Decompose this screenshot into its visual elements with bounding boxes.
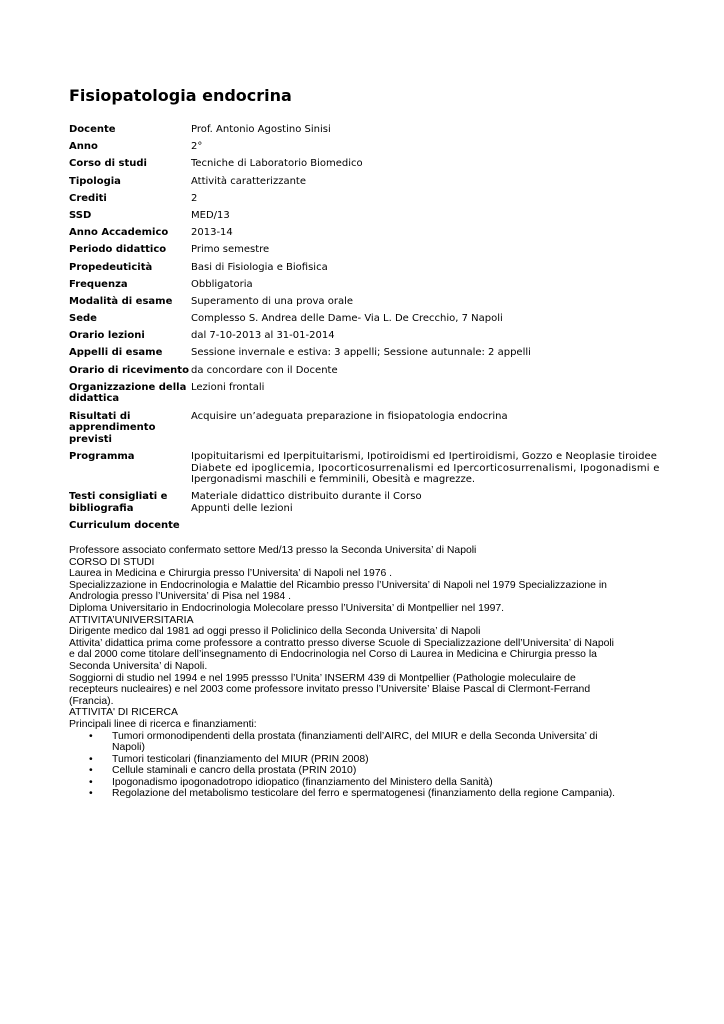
- research-line: Regolazione del metabolismo testicolare del ferro e spermatogenesi (finanziamento della regione Campania).: [112, 788, 616, 800]
- info-row-ssd: [69, 210, 661, 222]
- cv-line: Andrologia presso l’Universita’ di Pisa nel 1984 .: [69, 591, 291, 603]
- info-label: Propedeuticità: [69, 261, 153, 273]
- bullet-icon: •: [89, 765, 93, 777]
- research-line: Cellule staminali e cancro della prostata (PRIN 2010): [112, 765, 357, 777]
- info-label: [69, 382, 191, 405]
- info-label: Orario lezioni: [69, 330, 145, 342]
- info-row-programma: [69, 451, 661, 486]
- research-list-item: [69, 777, 661, 789]
- info-row-curriculum-docente: [69, 520, 661, 532]
- label-line: Risultati di: [69, 410, 131, 422]
- info-value: 2°: [191, 141, 203, 153]
- info-label: Periodo didattico: [69, 244, 167, 256]
- info-row-appelli-di-esame: [69, 347, 661, 359]
- programma-line: Diabete ed ipoglicemia, Ipocorticosurrenalismi ed Ipercorticosurrenalismi, Ipogonadismi e: [191, 462, 660, 474]
- bullet-icon: •: [89, 753, 93, 765]
- cv-line: Diploma Universitario in Endocrinologia Molecolare presso l’Universita’ di Montpellier nel 1997.: [69, 602, 505, 614]
- cv-line: Attivita’ didattica prima come professore a contratto presso diverse Scuole di Specializzazione dell’Universita’ di Napoli: [69, 637, 614, 649]
- cv-line: recepteurs nucleaires) e nel 2003 come professore invitato presso l’Universite’ Blaise Pascal di Clermont-Ferrand: [69, 684, 591, 696]
- info-row-corso-di-studi: [69, 158, 661, 170]
- label-line: Testi consigliati e: [69, 491, 168, 503]
- info-row-organizzazione-didattica: [69, 382, 661, 405]
- info-row-frequenza: [69, 279, 661, 291]
- cv-line: Principali linee di ricerca e finanziamenti:: [69, 718, 257, 730]
- info-label: Modalità di esame: [69, 295, 173, 307]
- research-list: [69, 731, 661, 801]
- info-row-docente: [69, 124, 661, 136]
- info-value: Prof. Antonio Agostino Sinisi: [191, 124, 331, 135]
- info-value: Attività caratterizzante: [191, 175, 306, 187]
- programma-line: Ipergonadismi maschili e femminili, Obesità e magrezze.: [191, 474, 476, 486]
- info-label: Appelli di esame: [69, 347, 163, 359]
- info-row-tipologia: [69, 176, 661, 188]
- info-label: Orario di ricevimento: [69, 364, 189, 376]
- info-value: Tecniche di Laboratorio Biomedico: [191, 158, 363, 170]
- info-label: Docente: [69, 124, 116, 135]
- info-row-orario-di-ricevimento: [69, 365, 661, 377]
- course-info-table: [69, 124, 661, 537]
- label-line: apprendimento: [69, 422, 156, 434]
- info-row-testi-consigliati: [69, 491, 661, 514]
- info-value: dal 7-10-2013 al 31-01-2014: [191, 330, 335, 342]
- info-label: Corso di studi: [69, 158, 147, 170]
- info-row-crediti: [69, 193, 661, 205]
- cv-line: CORSO DI STUDI: [69, 556, 155, 568]
- info-value: Primo semestre: [191, 244, 270, 256]
- info-label: Anno Accademico: [69, 227, 169, 239]
- testi-line: Appunti delle lezioni: [191, 502, 293, 514]
- info-label: SSD: [69, 209, 92, 221]
- label-line: Organizzazione della: [69, 381, 187, 393]
- info-value: 2: [191, 192, 198, 204]
- curriculum-text: [69, 545, 661, 800]
- research-line: Tumori testicolari (finanziamento del MIUR (PRIN 2008): [112, 753, 369, 765]
- bullet-icon: •: [89, 788, 93, 800]
- cv-line: Soggiorni di studio nel 1994 e nel 1995 pressso l’Unita’ INSERM 439 di Montpellier (Pathologie moleculaire de: [69, 672, 576, 684]
- bullet-icon: •: [89, 730, 93, 742]
- label-line: previsti: [69, 433, 112, 445]
- research-list-item: [69, 788, 661, 800]
- info-value: Complesso S. Andrea delle Dame- Via L. De Crecchio, 7 Napoli: [191, 313, 503, 325]
- programma-line: Ipopituitarismi ed Iperpituitarismi, Ipotiroidismi ed Ipertiroidismi, Gozzo e Neoplasie tiroidee: [191, 450, 657, 462]
- info-label: Anno: [69, 141, 98, 153]
- info-label: Tipologia: [69, 175, 121, 187]
- research-line: Napoli): [112, 742, 145, 754]
- info-row-risultati-apprendimento: [69, 411, 661, 446]
- info-value: Sessione invernale e estiva: 3 appelli; Sessione autunnale: 2 appelli: [191, 347, 531, 359]
- cv-line: Seconda Universita’ di Napoli.: [69, 660, 208, 672]
- research-list-item: [69, 754, 661, 766]
- info-row-periodo-didattico: [69, 244, 661, 256]
- info-label: Sede: [69, 313, 97, 325]
- info-value: Superamento di una prova orale: [191, 295, 354, 307]
- programma-text: [191, 451, 661, 486]
- info-value: 2013-14: [191, 227, 233, 239]
- info-label: Programma: [69, 450, 135, 462]
- cv-line: Laurea in Medicina e Chirurgia presso l’Universita’ di Napoli nel 1976 .: [69, 568, 393, 580]
- info-label: Crediti: [69, 192, 107, 204]
- info-value: Acquisire un’adeguata preparazione in fisiopatologia endocrina: [191, 410, 508, 422]
- label-line: didattica: [69, 393, 120, 405]
- cv-line: Specializzazione in Endocrinologia e Malattie del Ricambio presso l’Universita’ di Napoli nel 1979 Specializzazione in: [69, 579, 607, 591]
- cv-line: Professore associato confermato settore Med/13 presso la Seconda Universita’ di Napoli: [69, 545, 477, 556]
- cv-line: ATTIVITA’UNIVERSITARIA: [69, 614, 194, 626]
- research-line: Tumori ormonodipendenti della prostata (finanziamenti dell’AIRC, del MIUR e della Seconda Universita’ di: [112, 730, 598, 742]
- info-row-orario-lezioni: [69, 330, 661, 342]
- info-row-anno-accademico: [69, 227, 661, 239]
- cv-line: e dal 2000 come titolare dell’insegnamento di Endocrinologia nel Corso di Laurea in Medicina e Chirurgia presso la: [69, 649, 597, 661]
- info-row-modalita-di-esame: [69, 296, 661, 308]
- info-value: Obbligatoria: [191, 278, 253, 290]
- info-row-anno: [69, 141, 661, 153]
- cv-line: ATTIVITA' DI RICERCA: [69, 707, 178, 719]
- research-line: Ipogonadismo ipogonadotropo idiopatico (finanziamento del Ministero della Sanità): [112, 776, 493, 788]
- cv-line: (Francia).: [69, 695, 114, 707]
- info-label: [69, 411, 191, 446]
- info-label: Curriculum docente: [69, 520, 180, 532]
- document-title: Fisiopatologia endocrina: [69, 86, 292, 105]
- bullet-icon: •: [89, 776, 93, 788]
- label-line: bibliografia: [69, 502, 134, 514]
- info-row-sede: [69, 313, 661, 325]
- info-value: [191, 491, 661, 514]
- testi-line: Materiale didattico distribuito durante il Corso: [191, 491, 422, 503]
- info-value: Lezioni frontali: [191, 381, 265, 393]
- info-value: da concordare con il Docente: [191, 364, 338, 376]
- cv-line: Dirigente medico dal 1981 ad oggi presso il Policlinico della Seconda Universita’ di Napoli: [69, 626, 481, 638]
- research-list-item: [69, 765, 661, 777]
- info-label: Frequenza: [69, 278, 128, 290]
- info-label: [69, 491, 191, 514]
- info-row-propedeuticita: [69, 262, 661, 274]
- info-value: Basi di Fisiologia e Biofisica: [191, 261, 328, 273]
- research-list-item: [69, 731, 661, 754]
- info-value: MED/13: [191, 209, 230, 221]
